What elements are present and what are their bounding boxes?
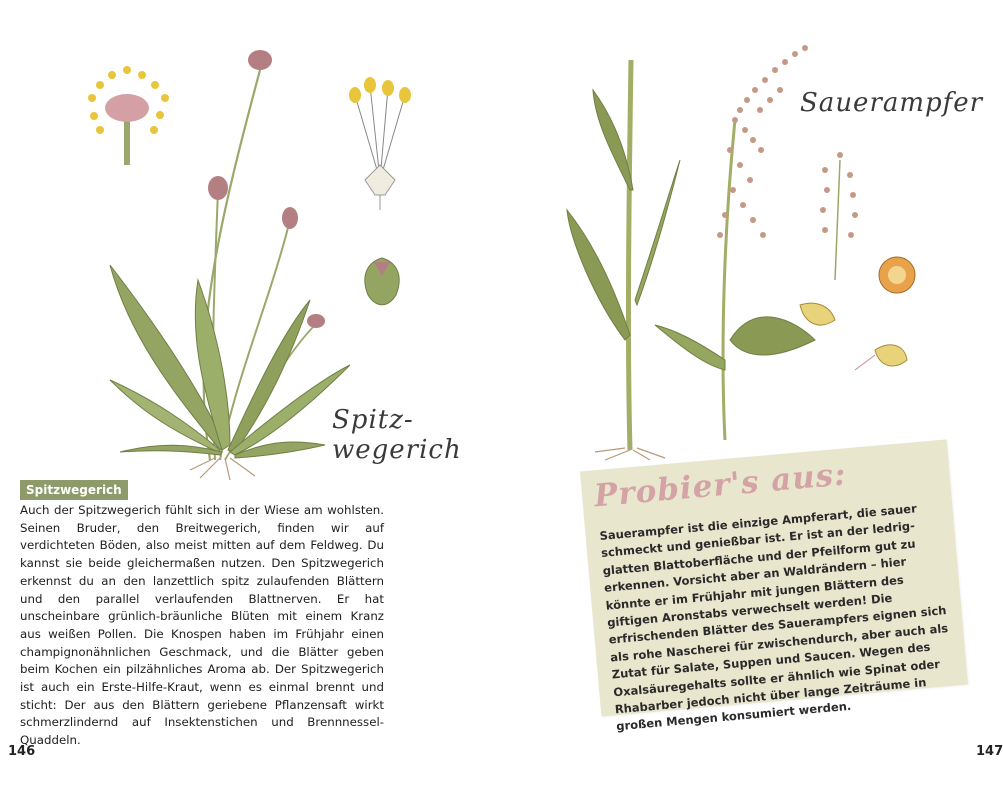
body-text [20, 502, 384, 750]
tip-box [580, 439, 968, 734]
tip-box-text [599, 498, 960, 736]
spitzwegerich-script-label [332, 405, 462, 465]
body-paragraph: Auch der Spitzwegerich fühlt sich in der Wiese am wohlsten. Seinen Bruder, den Breitwegerich, finden wir auf verdichteten Böden, also meist mitten auf dem Feldweg. Du kannst sie beide gleichermaßen nutzen. Den Spitzwegerich erkennst du an den lanzettlich spitz zulaufenden Blättern und den parallel verlaufenden Blattnerven. Er hat unscheinbare grünlich-bräunliche Blüten mit einem Kranz aus weißen Pollen. Die Knospen haben im Frühjahr einen champignonähnlichen Geschmack, und die Blätter geben beim Kochen ein pilzähnliches Aroma ab. Der Spitzwegerich ist auch ein Erste-Hilfe-Kraut, wenn es einmal brennt und sticht: Der aus den Blättern geriebene Pflanzensaft wirkt schmerzlindernd auf Insektenstichen und Brennnessel-Quaddeln. [20, 503, 384, 748]
page-number-right: 147 [976, 744, 1003, 759]
tip-box-paragraph: Sauerampfer ist die einzige Ampferart, die sauer schmeckt und genießbar ist. Er ist an der ledrig-glatten Blattoberfläche und der Pfeilform gut zu erkennen. Vorsicht aber an Waldrändern – hier könnte er im Frühjahr mit jungen Blättern des giftigen Aronstabs verwechselt werden! Die erfrischenden Blätter des Sauerampfers eignen sich als rohe Nascherei für zwischendurch, aber auch als Zutat für Salate, Suppen und Saucen. Wegen des Oxalsäuregehalts sollte er ähnlich wie Spinat oder Rhabarber jedoch nicht über lange Zeiträume in großen Mengen konsumiert werden. [599, 501, 949, 734]
panicle-detail [820, 152, 858, 280]
pollen-cluster-detail [88, 66, 169, 165]
label-line-2: wegerich [332, 435, 462, 465]
flower-panicle [717, 45, 808, 238]
tip-box-title: Probier's aus: [592, 456, 848, 515]
sauerampfer-script-label: Sauerampfer [800, 88, 984, 118]
bud-detail [365, 258, 399, 305]
section-heading: Spitzwegerich [20, 480, 128, 500]
left-page [0, 0, 500, 800]
label-line-1: Spitz- [332, 405, 414, 435]
fruit-detail [800, 257, 915, 370]
stamen-detail [349, 77, 411, 210]
page-number-left: 146 [8, 744, 36, 759]
